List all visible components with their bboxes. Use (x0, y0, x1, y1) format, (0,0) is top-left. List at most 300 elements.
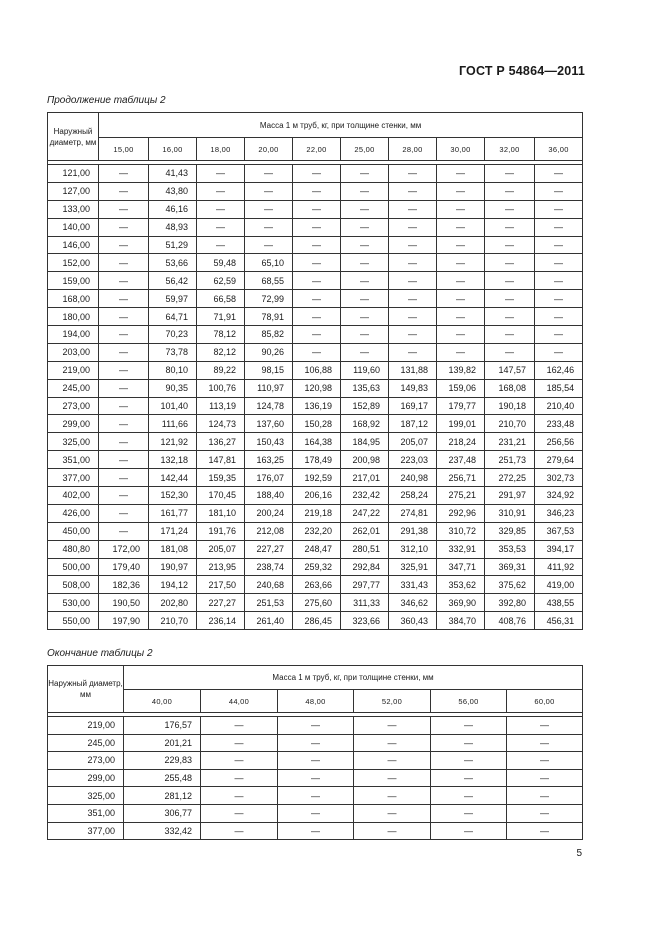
mass-cell: 232,20 (293, 522, 341, 540)
mass-cell: — (507, 787, 583, 805)
mass-cell: — (354, 734, 431, 752)
mass-cell: 100,76 (197, 379, 245, 397)
table-row (48, 343, 583, 361)
mass-cell: — (99, 272, 149, 290)
mass-cell: — (99, 415, 149, 433)
table-row (48, 822, 583, 840)
mass-cell: 346,23 (535, 504, 583, 522)
mass-cell: — (431, 804, 507, 822)
diameter-cell: 450,00 (48, 522, 99, 540)
mass-cell: — (201, 804, 278, 822)
table-row (48, 540, 583, 558)
mass-cell: — (437, 326, 485, 344)
diameter-cell: 530,00 (48, 594, 99, 612)
standard-designation: ГОСТ Р 54864—2011 (458, 64, 585, 78)
mass-cell: 163,25 (245, 451, 293, 469)
table1-caption: Продолжение таблицы 2 (47, 95, 166, 106)
mass-cell: 251,53 (245, 594, 293, 612)
thickness-column-header: 16,00 (149, 138, 197, 161)
mass-cell: — (99, 433, 149, 451)
mass-cell: — (201, 752, 278, 770)
mass-cell: 59,97 (149, 290, 197, 308)
mass-cell: — (99, 200, 149, 218)
mass-cell: 199,01 (437, 415, 485, 433)
mass-cell: — (99, 254, 149, 272)
mass-cell: 62,59 (197, 272, 245, 290)
mass-cell: 210,70 (485, 415, 535, 433)
mass-cell: 297,77 (341, 576, 389, 594)
mass-cell: 248,47 (293, 540, 341, 558)
mass-cell: 210,70 (149, 612, 197, 630)
mass-cell: — (278, 717, 354, 735)
mass-cell: 80,10 (149, 361, 197, 379)
mass-cell: — (99, 522, 149, 540)
mass-cell: 217,01 (341, 469, 389, 487)
mass-cell: 194,12 (149, 576, 197, 594)
mass-cell: — (341, 200, 389, 218)
mass-cell: 332,91 (437, 540, 485, 558)
mass-group-header: Масса 1 м труб, кг, при толщине стенки, мм (124, 666, 583, 690)
mass-cell: 205,07 (389, 433, 437, 451)
mass-cell: 251,73 (485, 451, 535, 469)
mass-cell: — (535, 326, 583, 344)
mass-cell: 172,00 (99, 540, 149, 558)
mass-cell: 149,83 (389, 379, 437, 397)
mass-cell: — (293, 165, 341, 183)
page-number: 5 (576, 848, 582, 859)
mass-cell: 147,57 (485, 361, 535, 379)
mass-cell: 82,12 (197, 343, 245, 361)
mass-cell: — (197, 200, 245, 218)
mass-cell: 346,62 (389, 594, 437, 612)
mass-cell: 256,56 (535, 433, 583, 451)
diameter-cell: 377,00 (48, 822, 124, 840)
mass-cell: — (293, 218, 341, 236)
mass-cell: — (293, 290, 341, 308)
mass-cell: 310,72 (437, 522, 485, 540)
mass-cell: 176,07 (245, 469, 293, 487)
diameter-cell: 194,00 (48, 326, 99, 344)
mass-cell: 178,49 (293, 451, 341, 469)
mass-cell: — (354, 769, 431, 787)
mass-cell: — (293, 326, 341, 344)
mass-cell: 263,66 (293, 576, 341, 594)
mass-cell: — (293, 182, 341, 200)
mass-cell: — (341, 182, 389, 200)
mass-cell: 227,27 (245, 540, 293, 558)
thickness-column-header: 22,00 (293, 138, 341, 161)
table-row (48, 717, 583, 735)
mass-cell: — (354, 752, 431, 770)
mass-cell: 232,42 (341, 487, 389, 505)
mass-cell: 68,55 (245, 272, 293, 290)
mass-cell: 120,98 (293, 379, 341, 397)
mass-cell: — (278, 769, 354, 787)
mass-cell: 187,12 (389, 415, 437, 433)
diameter-cell: 550,00 (48, 612, 99, 630)
mass-cell: — (99, 326, 149, 344)
mass-cell: 256,71 (437, 469, 485, 487)
table-row (48, 165, 583, 183)
mass-cell: 292,96 (437, 504, 485, 522)
mass-cell: — (99, 290, 149, 308)
mass-cell: 223,03 (389, 451, 437, 469)
mass-cell: — (389, 218, 437, 236)
mass-cell: — (437, 218, 485, 236)
mass-cell: 411,92 (535, 558, 583, 576)
thickness-column-header: 15,00 (99, 138, 149, 161)
mass-cell: — (341, 165, 389, 183)
diameter-cell: 133,00 (48, 200, 99, 218)
diameter-cell: 273,00 (48, 752, 124, 770)
diameter-cell: 152,00 (48, 254, 99, 272)
diameter-cell: 168,00 (48, 290, 99, 308)
mass-cell: — (99, 343, 149, 361)
mass-cell: 369,90 (437, 594, 485, 612)
table-row (48, 361, 583, 379)
mass-cell: 219,18 (293, 504, 341, 522)
mass-cell: 360,43 (389, 612, 437, 630)
mass-cell: — (341, 254, 389, 272)
mass-cell: — (485, 200, 535, 218)
table-row (48, 734, 583, 752)
mass-cell: 41,43 (149, 165, 197, 183)
thickness-column-header: 32,00 (485, 138, 535, 161)
mass-cell: 190,18 (485, 397, 535, 415)
mass-cell: — (201, 734, 278, 752)
mass-cell: — (389, 165, 437, 183)
mass-cell: — (99, 487, 149, 505)
thickness-column-header: 40,00 (124, 690, 201, 713)
mass-cell: — (341, 343, 389, 361)
mass-cell: — (99, 504, 149, 522)
mass-cell: 56,42 (149, 272, 197, 290)
mass-cell: 233,48 (535, 415, 583, 433)
mass-cell: 159,06 (437, 379, 485, 397)
mass-cell: — (389, 236, 437, 254)
mass-cell: — (485, 326, 535, 344)
mass-cell: — (535, 218, 583, 236)
mass-cell: 311,33 (341, 594, 389, 612)
mass-cell: — (245, 165, 293, 183)
mass-cell: — (437, 308, 485, 326)
mass-cell: — (535, 200, 583, 218)
table-row (48, 487, 583, 505)
thickness-column-header: 18,00 (197, 138, 245, 161)
mass-cell: 275,21 (437, 487, 485, 505)
diameter-cell: 377,00 (48, 469, 99, 487)
diameter-cell: 402,00 (48, 487, 99, 505)
mass-cell: — (507, 717, 583, 735)
thickness-column-header: 25,00 (341, 138, 389, 161)
mass-cell: 205,07 (197, 540, 245, 558)
table-row (48, 236, 583, 254)
thickness-column-header: 60,00 (507, 690, 583, 713)
diameter-cell: 146,00 (48, 236, 99, 254)
mass-cell: 280,51 (341, 540, 389, 558)
mass-cell: 152,89 (341, 397, 389, 415)
mass-cell: — (278, 734, 354, 752)
mass-cell: 190,50 (99, 594, 149, 612)
mass-cell: 150,28 (293, 415, 341, 433)
mass-cell: 106,88 (293, 361, 341, 379)
mass-cell: — (485, 343, 535, 361)
mass-cell: — (99, 182, 149, 200)
mass-cell: 347,71 (437, 558, 485, 576)
mass-cell: 353,53 (485, 540, 535, 558)
mass-cell: — (437, 343, 485, 361)
mass-cell: 190,97 (149, 558, 197, 576)
mass-cell: — (293, 254, 341, 272)
mass-cell: 419,00 (535, 576, 583, 594)
mass-cell: 231,21 (485, 433, 535, 451)
mass-cell: 329,85 (485, 522, 535, 540)
diameter-cell: 245,00 (48, 734, 124, 752)
mass-cell: 274,81 (389, 504, 437, 522)
mass-cell: 139,82 (437, 361, 485, 379)
mass-cell: 353,62 (437, 576, 485, 594)
mass-cell: — (354, 787, 431, 805)
mass-cell: — (485, 165, 535, 183)
mass-cell: 323,66 (341, 612, 389, 630)
mass-cell: — (293, 308, 341, 326)
table-row (48, 451, 583, 469)
mass-cell: 51,29 (149, 236, 197, 254)
mass-cell: 147,81 (197, 451, 245, 469)
diameter-cell: 140,00 (48, 218, 99, 236)
mass-cell: — (245, 200, 293, 218)
table-row (48, 433, 583, 451)
mass-cell: — (389, 200, 437, 218)
mass-cell: 438,55 (535, 594, 583, 612)
mass-cell: 197,90 (99, 612, 149, 630)
table-row (48, 254, 583, 272)
mass-cell: — (485, 272, 535, 290)
mass-cell: 65,10 (245, 254, 293, 272)
mass-cell: 73,78 (149, 343, 197, 361)
mass-cell: 43,80 (149, 182, 197, 200)
mass-cell: 212,08 (245, 522, 293, 540)
mass-cell: — (437, 290, 485, 308)
mass-cell: 192,59 (293, 469, 341, 487)
mass-cell: 181,10 (197, 504, 245, 522)
mass-cell: 135,63 (341, 379, 389, 397)
thickness-column-header: 30,00 (437, 138, 485, 161)
mass-cell: 101,40 (149, 397, 197, 415)
mass-cell: — (197, 218, 245, 236)
mass-cell: — (201, 787, 278, 805)
table-row (48, 200, 583, 218)
table-row (48, 308, 583, 326)
mass-cell: — (485, 308, 535, 326)
mass-cell: — (99, 469, 149, 487)
mass-cell: — (437, 165, 485, 183)
mass-cell: 121,92 (149, 433, 197, 451)
mass-cell: — (201, 769, 278, 787)
diameter-cell: 480,80 (48, 540, 99, 558)
mass-cell: 164,38 (293, 433, 341, 451)
mass-cell: 240,98 (389, 469, 437, 487)
mass-cell: — (535, 182, 583, 200)
table-row (48, 218, 583, 236)
mass-cell: — (245, 236, 293, 254)
mass-cell: 201,21 (124, 734, 201, 752)
table-row (48, 522, 583, 540)
mass-cell: 85,82 (245, 326, 293, 344)
mass-cell: 261,40 (245, 612, 293, 630)
mass-cell: 119,60 (341, 361, 389, 379)
mass-cell: 456,31 (535, 612, 583, 630)
mass-cell: 179,40 (99, 558, 149, 576)
mass-cell: 124,73 (197, 415, 245, 433)
mass-cell: — (201, 717, 278, 735)
mass-cell: 332,42 (124, 822, 201, 840)
mass-cell: 64,71 (149, 308, 197, 326)
mass-cell: 213,95 (197, 558, 245, 576)
mass-cell: 171,24 (149, 522, 197, 540)
mass-cell: 306,77 (124, 804, 201, 822)
diameter-cell: 508,00 (48, 576, 99, 594)
table-row (48, 326, 583, 344)
mass-cell: 90,26 (245, 343, 293, 361)
mass-cell: 70,23 (149, 326, 197, 344)
mass-cell: — (485, 254, 535, 272)
mass-cell: 392,80 (485, 594, 535, 612)
table-row (48, 612, 583, 630)
mass-cell: — (507, 769, 583, 787)
mass-cell: — (293, 236, 341, 254)
mass-cell: — (341, 272, 389, 290)
mass-cell: — (431, 734, 507, 752)
mass-cell: — (389, 272, 437, 290)
mass-cell: 310,91 (485, 504, 535, 522)
mass-cell: 182,36 (99, 576, 149, 594)
thickness-column-header: 44,00 (201, 690, 278, 713)
diameter-cell: 299,00 (48, 769, 124, 787)
mass-cell: 152,30 (149, 487, 197, 505)
mass-cell: 200,24 (245, 504, 293, 522)
mass-cell: 159,35 (197, 469, 245, 487)
table-row (48, 576, 583, 594)
diameter-cell: 273,00 (48, 397, 99, 415)
mass-cell: — (341, 236, 389, 254)
mass-cell: 286,45 (293, 612, 341, 630)
mass-cell: 291,38 (389, 522, 437, 540)
table2-caption: Окончание таблицы 2 (47, 648, 153, 659)
mass-cell: 237,48 (437, 451, 485, 469)
mass-cell: — (535, 236, 583, 254)
mass-cell: 292,84 (341, 558, 389, 576)
table1 (47, 112, 583, 630)
mass-cell: 227,27 (197, 594, 245, 612)
mass-cell: — (485, 182, 535, 200)
mass-cell: — (245, 182, 293, 200)
mass-cell: — (201, 822, 278, 840)
mass-cell: — (99, 218, 149, 236)
mass-cell: 124,78 (245, 397, 293, 415)
mass-cell: — (507, 734, 583, 752)
table-row (48, 379, 583, 397)
diameter-cell: 245,00 (48, 379, 99, 397)
mass-cell: 161,77 (149, 504, 197, 522)
mass-cell: 184,95 (341, 433, 389, 451)
diameter-cell: 299,00 (48, 415, 99, 433)
diameter-cell: 180,00 (48, 308, 99, 326)
mass-cell: 331,43 (389, 576, 437, 594)
mass-cell: — (535, 254, 583, 272)
mass-cell: — (278, 752, 354, 770)
diameter-header: Наружный диаметр, мм (48, 666, 124, 713)
mass-cell: — (278, 822, 354, 840)
mass-cell: 111,66 (149, 415, 197, 433)
table-row (48, 752, 583, 770)
diameter-cell: 219,00 (48, 361, 99, 379)
mass-cell: 206,16 (293, 487, 341, 505)
mass-cell: 53,66 (149, 254, 197, 272)
mass-cell: 90,35 (149, 379, 197, 397)
table-row (48, 769, 583, 787)
mass-cell: 394,17 (535, 540, 583, 558)
table-row (48, 415, 583, 433)
mass-cell: 247,22 (341, 504, 389, 522)
mass-cell: — (437, 254, 485, 272)
mass-cell: — (341, 326, 389, 344)
mass-cell: 78,12 (197, 326, 245, 344)
mass-cell: — (437, 272, 485, 290)
table-row (48, 804, 583, 822)
mass-cell: — (535, 272, 583, 290)
mass-group-header: Масса 1 м труб, кг, при толщине стенки, мм (99, 113, 583, 138)
mass-cell: — (197, 165, 245, 183)
mass-cell: 168,92 (341, 415, 389, 433)
thickness-column-header: 36,00 (535, 138, 583, 161)
mass-cell: — (99, 308, 149, 326)
mass-cell: 66,58 (197, 290, 245, 308)
diameter-cell: 325,00 (48, 787, 124, 805)
table-row (48, 182, 583, 200)
mass-cell: 98,15 (245, 361, 293, 379)
mass-cell: 150,43 (245, 433, 293, 451)
mass-cell: 312,10 (389, 540, 437, 558)
mass-cell: 302,73 (535, 469, 583, 487)
mass-cell: 272,25 (485, 469, 535, 487)
mass-cell: — (389, 308, 437, 326)
mass-cell: — (431, 822, 507, 840)
mass-cell: — (485, 218, 535, 236)
mass-cell: 202,80 (149, 594, 197, 612)
mass-cell: — (535, 290, 583, 308)
mass-cell: 181,08 (149, 540, 197, 558)
mass-cell: — (293, 272, 341, 290)
mass-cell: 188,40 (245, 487, 293, 505)
mass-cell: 113,19 (197, 397, 245, 415)
diameter-cell: 159,00 (48, 272, 99, 290)
thickness-column-header: 48,00 (278, 690, 354, 713)
mass-cell: — (535, 165, 583, 183)
thickness-column-header: 52,00 (354, 690, 431, 713)
mass-cell: 229,83 (124, 752, 201, 770)
mass-cell: — (431, 752, 507, 770)
mass-cell: 110,97 (245, 379, 293, 397)
diameter-header: Наружный диаметр, мм (48, 113, 99, 161)
mass-cell: — (507, 822, 583, 840)
mass-cell: 255,48 (124, 769, 201, 787)
table-row (48, 272, 583, 290)
mass-cell: — (197, 182, 245, 200)
mass-cell: 72,99 (245, 290, 293, 308)
mass-cell: — (99, 165, 149, 183)
mass-cell: — (437, 182, 485, 200)
